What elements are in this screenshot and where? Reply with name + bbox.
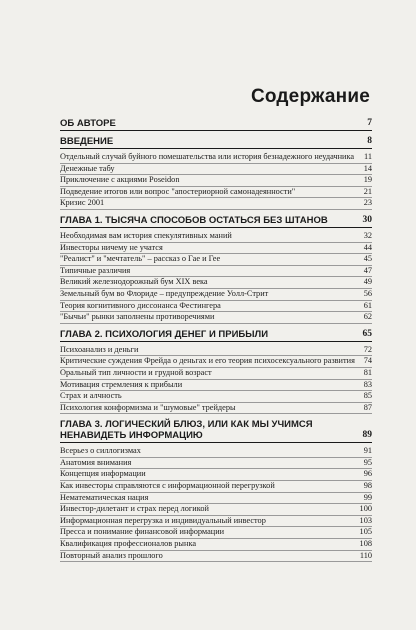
- entry-title: Необходимая вам история спекулятивных маний: [60, 230, 232, 240]
- toc-entry: [60, 312, 372, 324]
- section-heading-text: ОБ АВТОРЕ: [60, 118, 116, 129]
- toc-section: [60, 118, 372, 131]
- entry-page-number: 74: [363, 356, 372, 366]
- entry-page-number: 23: [363, 198, 372, 208]
- toc-entry: [60, 164, 372, 176]
- toc-section-heading: [60, 419, 372, 443]
- toc-entry: [60, 539, 372, 551]
- entry-title: Приключение с акциями Poseidon: [60, 175, 180, 185]
- entry-title: Всерьез о силлогизмах: [60, 446, 141, 456]
- toc-entry: [60, 254, 372, 266]
- toc-entry: [60, 493, 372, 505]
- entry-title: "Реалист" и "мечтатель" – рассказ о Гае и Гее: [60, 254, 221, 264]
- entry-title: Критические суждения Фрейда о деньгах и его теория психосексуального развития: [60, 356, 355, 366]
- toc-entry: [60, 345, 372, 357]
- entry-page-number: 44: [363, 242, 372, 252]
- table-of-contents: [60, 118, 372, 567]
- entry-title: Денежные табу: [60, 163, 115, 173]
- toc-section: [60, 215, 372, 324]
- entry-page-number: 98: [363, 481, 372, 491]
- entry-page-number: 105: [359, 527, 372, 537]
- entry-page-number: 11: [364, 152, 372, 161]
- toc-entry: [60, 301, 372, 313]
- entry-page-number: 99: [363, 492, 372, 502]
- entry-title: Инвестор-дилетант и страх перед логикой: [60, 504, 209, 514]
- entry-title: Инвесторы ничему не учатся: [60, 242, 163, 252]
- toc-entry: [60, 277, 372, 289]
- toc-entry: [60, 187, 372, 199]
- toc-entry: [60, 469, 372, 481]
- toc-entry: [60, 231, 372, 243]
- entry-title: Концепция информации: [60, 469, 146, 479]
- entry-page-number: 49: [363, 277, 372, 287]
- entry-title: Типичные различия: [60, 265, 131, 275]
- toc-entry: [60, 504, 372, 516]
- entry-title: Как инвесторы справляются с информационной перегрузкой: [60, 481, 275, 491]
- entry-title: Великий железнодорожный бум XIX века: [60, 277, 208, 287]
- entry-page-number: 81: [363, 367, 372, 377]
- toc-entry: [60, 356, 372, 368]
- section-page-number: 30: [362, 214, 372, 225]
- entry-page-number: 96: [363, 469, 372, 479]
- entry-page-number: 45: [363, 254, 372, 264]
- toc-entry: [60, 527, 372, 539]
- toc-section: [60, 329, 372, 415]
- section-page-number: 89: [362, 430, 372, 441]
- toc-entry: [60, 198, 372, 210]
- toc-section-heading: [60, 329, 372, 342]
- toc-entry: [60, 368, 372, 380]
- entry-page-number: 32: [363, 230, 372, 240]
- entry-page-number: 14: [363, 163, 372, 173]
- section-heading-text: ГЛАВА 2. ПСИХОЛОГИЯ ДЕНЕГ И ПРИБЫЛИ: [60, 328, 269, 340]
- entry-page-number: 85: [363, 391, 372, 401]
- toc-entry: [60, 446, 372, 458]
- entry-page-number: 56: [363, 288, 372, 298]
- section-page-number: 65: [362, 328, 372, 339]
- toc-entry: [60, 458, 372, 470]
- entry-title: Земельный бум во Флориде – предупреждение Уолл-Стрит: [60, 288, 269, 298]
- toc-entry: [60, 403, 372, 415]
- entry-title: Квалификация профессионалов рынка: [60, 539, 197, 549]
- entry-title: Оральный тип личности и грудной возраст: [60, 367, 212, 377]
- toc-section: [60, 136, 372, 210]
- entry-page-number: 91: [363, 446, 372, 456]
- toc-entry: [60, 243, 372, 255]
- entry-title: Нематематическая нация: [60, 492, 149, 502]
- entry-page-number: 83: [363, 379, 372, 389]
- section-page-number: 7: [367, 118, 372, 128]
- entry-title: Пресса и понимание финансовой информации: [60, 527, 225, 537]
- entry-title: Подведение итогов или вопрос "апостериорной самонадеянности": [60, 186, 296, 196]
- entry-title: Страх и алчность: [60, 391, 122, 401]
- toc-entry: [60, 266, 372, 278]
- entry-title: Информационная перегрузка и индивидуальный инвестор: [60, 515, 266, 525]
- entry-title: Теория когнитивного диссонанса Фестингера: [60, 300, 221, 310]
- entry-page-number: 95: [363, 457, 372, 467]
- entry-title: Отдельный случай буйного помешательства или история безнадежного неудачника: [60, 152, 355, 161]
- entry-page-number: 19: [363, 175, 372, 185]
- entry-page-number: 108: [359, 539, 372, 549]
- entry-page-number: 62: [363, 312, 372, 322]
- toc-entry: [60, 481, 372, 493]
- section-heading-text: ГЛАВА 1. ТЫСЯЧА СПОСОБОВ ОСТАТЬСЯ БЕЗ ШТАНОВ: [60, 214, 328, 226]
- entry-title: Психоанализ и деньги: [60, 344, 139, 354]
- entry-page-number: 61: [363, 300, 372, 310]
- section-heading-text: ВВЕДЕНИЕ: [60, 136, 114, 147]
- page-title: Содержание: [250, 86, 370, 107]
- entry-page-number: 72: [363, 344, 372, 354]
- toc-entry: [60, 516, 372, 528]
- toc-entry: [60, 551, 372, 563]
- entry-page-number: 47: [363, 265, 372, 275]
- entry-title: Кризис 2001: [60, 198, 105, 208]
- entry-title: Анатомия внимания: [60, 457, 132, 467]
- entry-page-number: 21: [363, 186, 372, 196]
- section-heading-text: ГЛАВА 3. ЛОГИЧЕСКИЙ БЛЮЗ, ИЛИ КАК МЫ УЧИМСЯ НЕНАВИДЕТЬ ИНФОРМАЦИЮ: [60, 419, 313, 442]
- entry-page-number: 103: [359, 515, 372, 525]
- entry-title: Мотивация стремления к прибыли: [60, 379, 183, 389]
- entry-page-number: 100: [359, 504, 372, 514]
- entry-page-number: 110: [359, 550, 372, 560]
- entry-title: "Бычьи" рынки заполнены противоречиями: [60, 312, 215, 322]
- entry-title: Повторный анализ прошлого: [60, 550, 163, 560]
- toc-section-heading: [60, 136, 372, 149]
- entry-title: Психология конформизма и "шумовые" трейдеры: [60, 402, 236, 412]
- toc-entry: [60, 175, 372, 187]
- entry-page-number: 87: [363, 402, 372, 412]
- toc-section-heading: [60, 215, 372, 228]
- toc-section-heading: [60, 118, 372, 131]
- toc-entry: [60, 289, 372, 301]
- toc-section: [60, 419, 372, 562]
- section-page-number: 8: [367, 136, 372, 146]
- toc-entry: [60, 391, 372, 403]
- toc-entry: [60, 152, 372, 164]
- toc-entry: [60, 380, 372, 392]
